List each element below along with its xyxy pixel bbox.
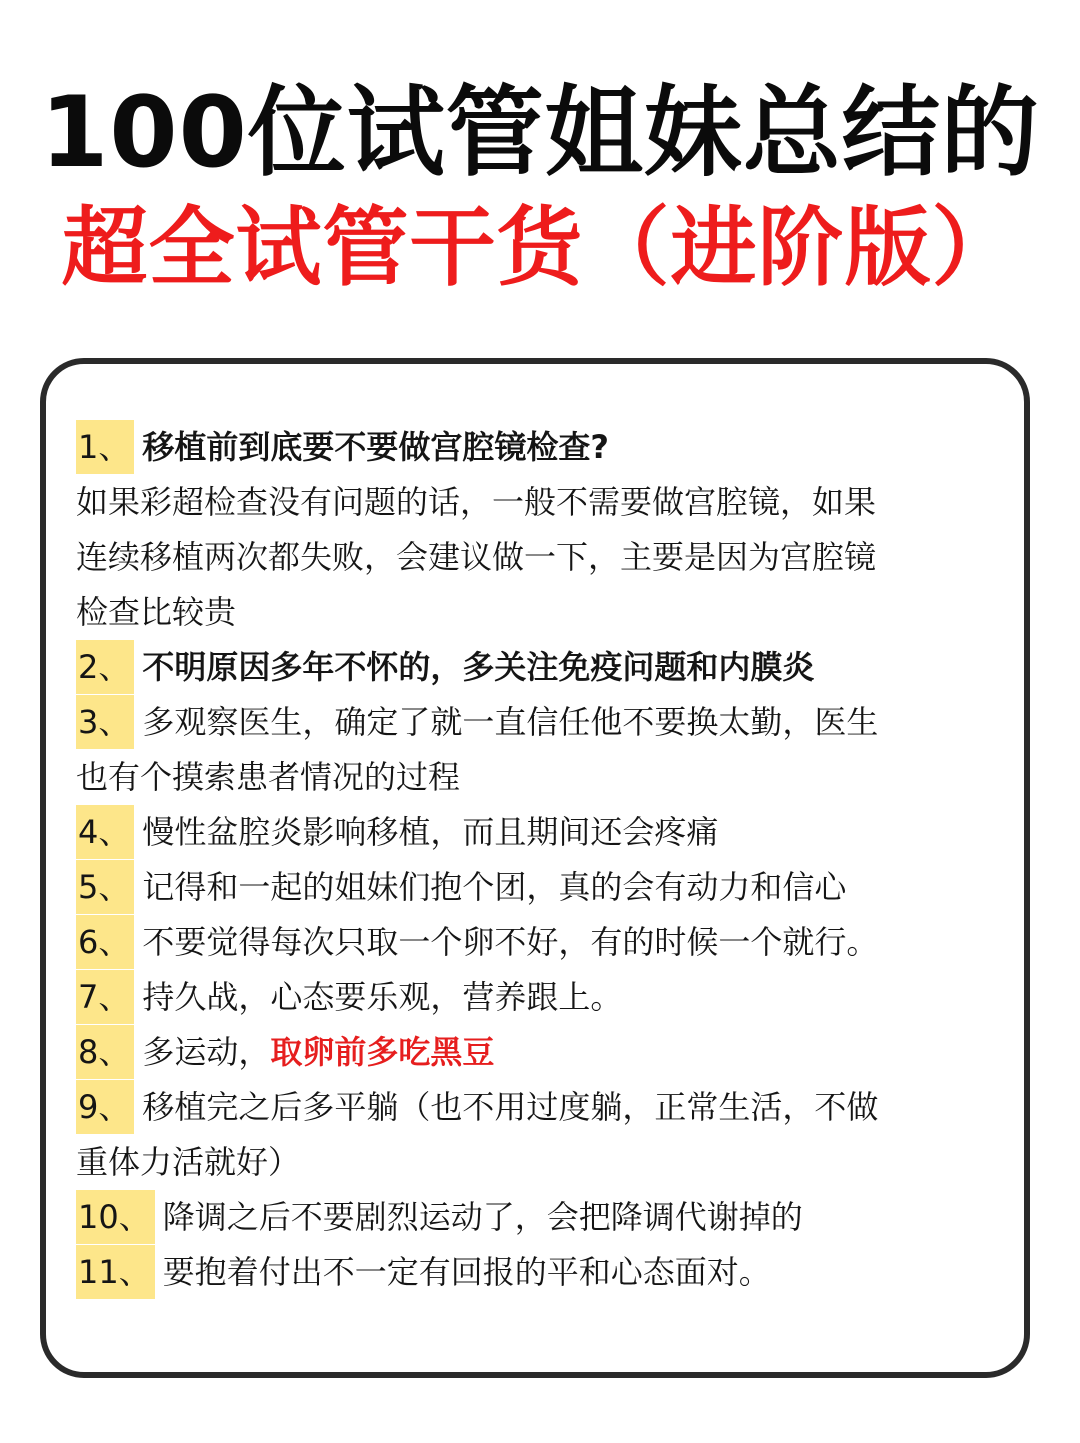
tip-number: 7、 xyxy=(76,970,134,1024)
tip-1-heading xyxy=(76,420,609,474)
tip-number: 2、 xyxy=(76,640,134,694)
tip-number: 8、 xyxy=(76,1025,134,1079)
tip-1-body-line: 如果彩超检查没有问题的话，一般不需要做宫腔镜，如果 xyxy=(76,483,877,521)
tip-number: 5、 xyxy=(76,860,134,914)
tip-1-body-line: 检查比较贵 xyxy=(76,593,237,631)
tip-2-text: 不明原因多年不怀的，多关注免疫问题和内膜炎 xyxy=(142,648,815,686)
tip-9 xyxy=(76,1080,878,1134)
tip-1-title: 移植前到底要不要做宫腔镜检查? xyxy=(142,428,609,466)
tip-8-highlight: 取卵前多吃黑豆 xyxy=(270,1033,495,1071)
tip-9-text: 移植完之后多平躺（也不用过度躺，正常生活，不做 xyxy=(142,1088,879,1126)
tip-7-text: 持久战，心态要乐观，营养跟上。 xyxy=(142,978,623,1016)
tip-8-text: 多运动， xyxy=(142,1033,271,1071)
tip-number: 1、 xyxy=(76,420,134,474)
tip-3-text: 多观察医生，确定了就一直信任他不要换太勤，医生 xyxy=(142,703,879,741)
tip-5 xyxy=(76,860,846,914)
tip-number: 11、 xyxy=(76,1245,155,1299)
tip-3-continuation: 也有个摸索患者情况的过程 xyxy=(76,758,461,796)
page-title-line2: 超全试管干货（进阶版） xyxy=(61,198,1019,298)
tip-6-text: 不要觉得每次只取一个卵不好，有的时候一个就行。 xyxy=(142,923,879,961)
tip-number: 3、 xyxy=(76,695,134,749)
tip-number: 9、 xyxy=(76,1080,134,1134)
tip-4-text: 慢性盆腔炎影响移植，而且期间还会疼痛 xyxy=(142,813,719,851)
tip-number: 4、 xyxy=(76,805,134,859)
tip-1-body-line: 连续移植两次都失败，会建议做一下，主要是因为宫腔镜 xyxy=(76,538,877,576)
tip-11-text: 要抱着付出不一定有回报的平和心态面对。 xyxy=(162,1253,771,1291)
tip-10 xyxy=(76,1190,803,1244)
tip-number: 10、 xyxy=(76,1190,155,1244)
tip-10-text: 降调之后不要剧烈运动了，会把降调代谢掉的 xyxy=(162,1198,803,1236)
tip-8 xyxy=(76,1025,494,1079)
tip-7 xyxy=(76,970,622,1024)
tip-5-text: 记得和一起的姐妹们抱个团，真的会有动力和信心 xyxy=(142,868,847,906)
page-title-line1: 100位试管姐妹总结的 xyxy=(40,76,1040,190)
tip-6 xyxy=(76,915,878,969)
tip-2 xyxy=(76,640,814,694)
tip-4 xyxy=(76,805,718,859)
tip-number: 6、 xyxy=(76,915,134,969)
tip-9-continuation: 重体力活就好） xyxy=(76,1143,301,1181)
tip-11 xyxy=(76,1245,771,1299)
tip-3 xyxy=(76,695,878,749)
